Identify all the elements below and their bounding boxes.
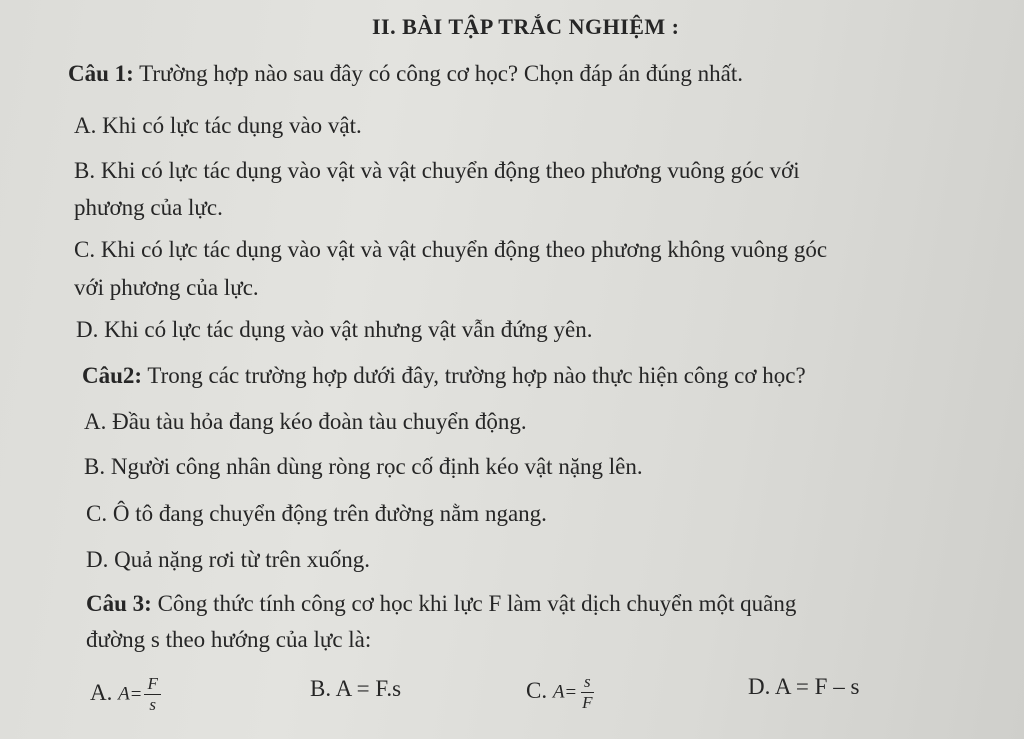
- question-3-line2: đường s theo hướng của lực là:: [86, 627, 372, 652]
- question-3-label: Câu 3:: [86, 591, 152, 616]
- question-1: [68, 60, 743, 88]
- q1-option-c-line1: C. Khi có lực tác dụng vào vật và vật chuyển động theo phương không vuông góc: [74, 237, 828, 262]
- fraction-denominator: s: [149, 695, 156, 714]
- q3-option-b: B. A = F.s: [310, 676, 402, 701]
- q3-answer-row: [0, 672, 1024, 732]
- q3-option-c-eq: =: [565, 681, 577, 703]
- fraction-numerator: s: [581, 672, 594, 693]
- fraction-numerator: F: [144, 674, 160, 695]
- question-2-label: Câu2:: [82, 363, 143, 388]
- q1-option-c-line2: với phương của lực.: [74, 275, 259, 300]
- fraction-denominator: F: [582, 693, 593, 712]
- q3-option-a: [90, 674, 161, 715]
- question-1-text: Trường hợp nào sau đây có công cơ học? Chọn đáp án đúng nhất.: [133, 61, 743, 86]
- q3-option-d: D. A = F – s: [748, 674, 860, 699]
- q1-option-a: A. Khi có lực tác dụng vào vật.: [74, 113, 362, 138]
- q2-option-a: A. Đầu tàu hỏa đang kéo đoàn tàu chuyển động.: [84, 409, 527, 434]
- q2-option-d: D. Quả nặng rơi từ trên xuống.: [86, 547, 370, 572]
- q1-option-b-line1: B. Khi có lực tác dụng vào vật và vật chuyển động theo phương vuông góc với: [74, 158, 800, 183]
- question-2: [82, 362, 806, 390]
- q3-option-c: [526, 672, 596, 713]
- q3-option-a-label: A.: [90, 679, 113, 705]
- question-3-line1: [86, 590, 796, 618]
- q2-option-c: C. Ô tô đang chuyển động trên đường nằm ngang.: [86, 501, 547, 526]
- section-title: II. BÀI TẬP TRẮC NGHIỆM :: [372, 14, 680, 39]
- question-2-text: Trong các trường hợp dưới đây, trường hợp nào thực hiện công cơ học?: [142, 363, 806, 388]
- q3-option-a-lhs: A: [118, 683, 130, 705]
- q3-option-c-lhs: A: [552, 681, 565, 703]
- q3-option-c-fraction: [579, 672, 595, 713]
- q1-option-d: D. Khi có lực tác dụng vào vật nhưng vật vẫn đứng yên.: [76, 317, 593, 342]
- q3-option-c-label: C.: [526, 677, 548, 703]
- question-1-label: Câu 1:: [68, 61, 134, 86]
- q1-option-b-line2: phương của lực.: [74, 195, 223, 220]
- q2-option-b: B. Người công nhân dùng ròng rọc cố định kéo vật nặng lên.: [84, 454, 643, 479]
- q3-option-a-eq: =: [130, 683, 142, 705]
- q3-option-a-fraction: [144, 674, 160, 715]
- question-3-text: Công thức tính công cơ học khi lực F làm vật dịch chuyển một quãng: [151, 591, 797, 616]
